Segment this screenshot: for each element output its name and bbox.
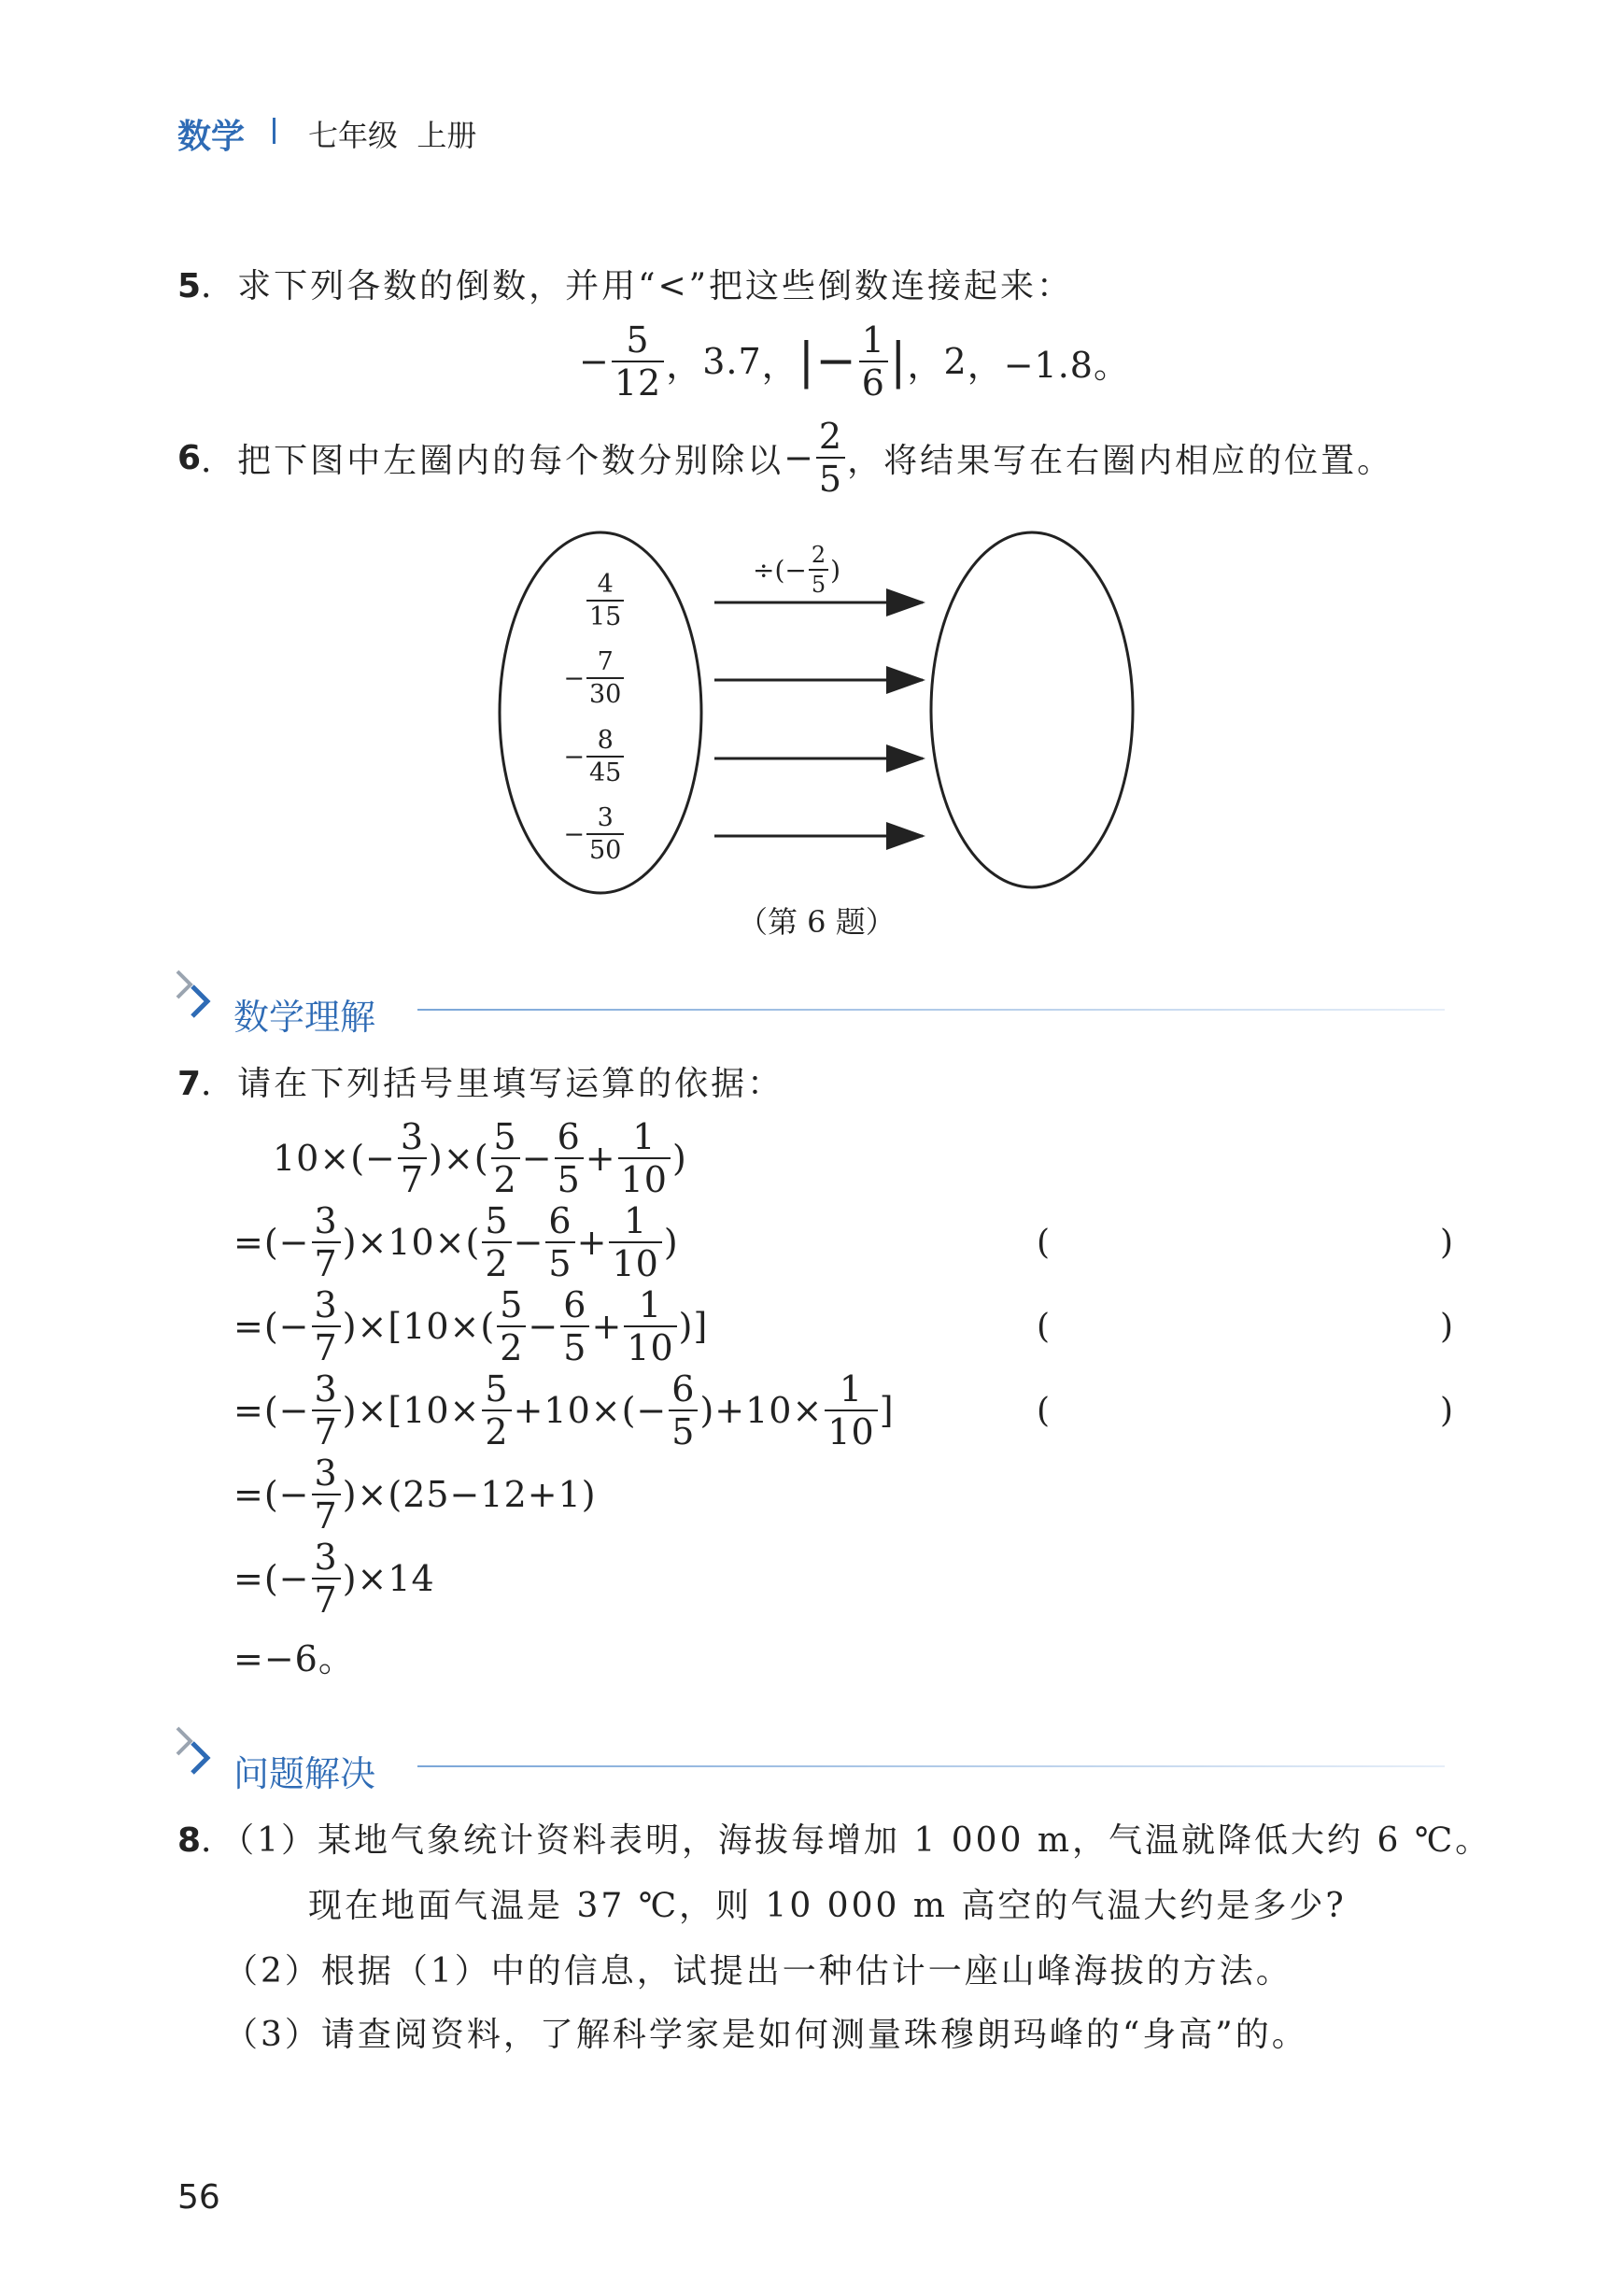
header-separator xyxy=(273,118,275,144)
left-value-2-den: 30 xyxy=(586,677,624,707)
arrow-label-den: 5 xyxy=(809,569,828,596)
q6-minus: − xyxy=(784,437,814,478)
header-subject: 数学 xyxy=(177,118,246,156)
q7-line-3: =(− $\frac{3}{7}$ )×[10×( $\frac{5}{2}$ − $\frac{6}{5}$ + $\frac{1}{10}$ )] xyxy=(233,1284,709,1368)
q5-f3-den: 6 xyxy=(859,361,888,401)
left-value-1-fraction xyxy=(586,572,624,630)
q7-number: 7 xyxy=(177,1065,202,1103)
q5-abs-close: | xyxy=(889,333,908,390)
q7-line-5: =(− $\frac{3}{7}$ )×(25−12+1) xyxy=(233,1452,597,1537)
q8-p1-line-1: 某地气象统计资料表明，海拔每增加 1 000 m，气温就降低大约 6 ℃。 xyxy=(317,1821,1492,1860)
q5-sep-1: ， xyxy=(666,344,703,386)
answer-paren-open-2: ( xyxy=(1037,1308,1051,1346)
q7-text xyxy=(177,1057,784,1105)
q7-line-6: =(− $\frac{3}{7}$ )×14 xyxy=(233,1537,435,1621)
answer-paren-open-1: ( xyxy=(1037,1224,1051,1262)
arrow-label-post: ) xyxy=(830,554,841,586)
q5-abs-open: |− xyxy=(798,333,857,390)
left-value-1 xyxy=(558,572,626,630)
left-value-4-den: 50 xyxy=(586,833,624,863)
arrow-label-num: 2 xyxy=(811,542,826,568)
answer-paren-open-3: ( xyxy=(1037,1392,1051,1430)
q5-fraction-1 xyxy=(612,319,664,404)
q5-minus: − xyxy=(579,341,610,382)
q5-value-4: 2 xyxy=(943,341,967,382)
left-value-3-num: 8 xyxy=(597,726,614,755)
q8-part-2: （2）根据（1）中的信息，试提出一种估计一座山峰海拔的方法。 xyxy=(224,1952,1292,1990)
left-value-2-fraction xyxy=(586,649,624,707)
left-value-2 xyxy=(558,649,626,707)
section-divider xyxy=(417,1765,1445,1767)
q5-values xyxy=(579,319,1130,404)
right-ellipse xyxy=(931,532,1133,887)
q7-statement: ．请在下列括号里填写运算的依据： xyxy=(201,1065,784,1103)
q7-line-4: =(− $\frac{3}{7}$ )×[10× $\frac{5}{2}$ +10×(− $\frac{6}{5}$ )+10× $\frac{1}{10}$ ] xyxy=(233,1368,895,1452)
q8-number: 8 xyxy=(177,1821,202,1860)
section-divider xyxy=(417,1009,1445,1011)
q6-statement-end: ，将结果写在右圈内相应的位置。 xyxy=(847,441,1394,480)
left-value-4-num: 3 xyxy=(597,803,614,832)
q6-caption: （第 6 题） xyxy=(738,904,896,940)
q5-sep-2: ， xyxy=(761,344,798,386)
q5-sep-4: ， xyxy=(967,344,1004,386)
q6-number: 6 xyxy=(177,438,202,477)
answer-paren-close-1: ) xyxy=(1440,1224,1454,1262)
left-value-1-den: 15 xyxy=(586,600,624,630)
header-grade xyxy=(308,112,476,155)
q7-line-7: =−6。 xyxy=(233,1638,355,1679)
left-value-3 xyxy=(558,728,626,786)
left-value-3-den: 45 xyxy=(586,756,624,786)
q5-statement: ．求下列各数的倒数，并用“<”把这些倒数连接起来： xyxy=(201,267,1074,305)
arrow-label-pre: ÷(− xyxy=(753,554,807,586)
section-chevron-icon xyxy=(174,968,220,1024)
q8-p1-label: ．（1） xyxy=(201,1821,318,1860)
q5-text xyxy=(177,260,1073,307)
left-value-4-fraction xyxy=(586,805,624,863)
page-number: 56 xyxy=(177,2178,220,2217)
q5-fraction-3 xyxy=(859,319,888,404)
q8-part-3: （3）请查阅资料，了解科学家是如何测量珠穆朗玛峰的“身高”的。 xyxy=(224,2016,1308,2054)
q5-sep-3: ， xyxy=(907,344,944,386)
arrow-label-fraction xyxy=(809,544,828,596)
left-value-3-sign: − xyxy=(563,742,585,772)
q6-text xyxy=(177,416,1394,500)
q6-statement: ．把下图中左圈内的每个数分别除以 xyxy=(201,441,784,480)
section-chevron-icon xyxy=(174,1724,220,1780)
q6-f-num: 2 xyxy=(818,416,843,457)
q8-part-1 xyxy=(177,1814,1491,1862)
q7-line-1: 10×(− $\frac{3}{7}$ )×( $\frac{5}{2}$ − $\frac{6}{5}$ + $\frac{1}{10}$ ) xyxy=(273,1116,687,1200)
q6-f-den: 5 xyxy=(816,457,845,497)
q5-f1-den: 12 xyxy=(612,361,664,401)
q7-line-2: =(− $\frac{3}{7}$ )×10×( $\frac{5}{2}$ − $\frac{6}{5}$ + $\frac{1}{10}$ ) xyxy=(233,1200,679,1284)
q5-value-5: −1.8。 xyxy=(1003,344,1130,386)
q5-number: 5 xyxy=(177,267,202,305)
left-value-2-sign: − xyxy=(563,663,585,693)
left-value-2-num: 7 xyxy=(597,647,614,676)
left-value-4-sign: − xyxy=(563,819,585,849)
left-value-4 xyxy=(558,805,626,863)
left-value-3-fraction xyxy=(586,728,624,786)
q5-value-2: 3.7 xyxy=(702,341,762,382)
header-volume: 上册 xyxy=(417,118,477,153)
answer-paren-close-3: ) xyxy=(1440,1392,1454,1430)
q5-f3-num: 1 xyxy=(861,319,885,361)
left-value-1-num: 4 xyxy=(597,570,614,599)
answer-paren-close-2: ) xyxy=(1440,1308,1454,1346)
q5-f1-num: 5 xyxy=(626,319,650,361)
arrow-label xyxy=(753,544,840,596)
section-title-problem-solving: 问题解决 xyxy=(233,1753,376,1794)
q8-p1-line-2: 现在地面气温是 37 ℃，则 10 000 m 高空的气温大约是多少? xyxy=(308,1887,1347,1925)
q6-fraction xyxy=(816,416,845,500)
header-grade-text: 七年级 xyxy=(308,118,399,153)
section-title-understanding: 数学理解 xyxy=(233,997,376,1038)
